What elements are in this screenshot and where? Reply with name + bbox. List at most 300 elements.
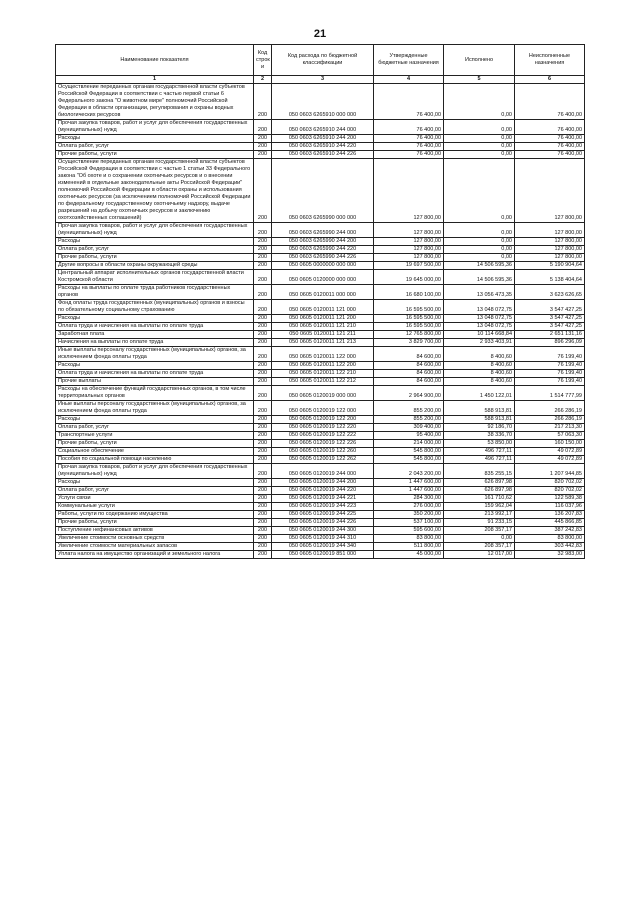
row-approved: 276 000,00 bbox=[374, 503, 444, 511]
row-executed: 0,00 bbox=[444, 223, 515, 238]
row-line-code: 200 bbox=[254, 323, 272, 331]
row-approved: 84 600,00 bbox=[374, 370, 444, 378]
row-unexecuted: 445 866,85 bbox=[515, 519, 585, 527]
row-unexecuted: 76 400,00 bbox=[515, 120, 585, 135]
row-executed: 213 992,17 bbox=[444, 511, 515, 519]
row-executed: 10 114 668,84 bbox=[444, 331, 515, 339]
table-row bbox=[56, 270, 585, 285]
row-approved: 127 800,00 bbox=[374, 159, 444, 223]
row-approved: 19 697 500,00 bbox=[374, 262, 444, 270]
row-line-code: 200 bbox=[254, 511, 272, 519]
row-name: Социальное обеспечение bbox=[56, 448, 254, 456]
header-name: Наименование показателя bbox=[56, 45, 254, 76]
row-line-code: 200 bbox=[254, 416, 272, 424]
row-name: Прочие работы, услуги bbox=[56, 519, 254, 527]
row-executed: 8 400,60 bbox=[444, 378, 515, 386]
table-row bbox=[56, 487, 585, 495]
row-executed: 0,00 bbox=[444, 159, 515, 223]
row-approved: 16 680 100,00 bbox=[374, 285, 444, 300]
table-row bbox=[56, 424, 585, 432]
row-name: Расходы на выплаты по оплате труда работников государственных органов bbox=[56, 285, 254, 300]
row-approved: 2 964 900,00 bbox=[374, 386, 444, 401]
table-row bbox=[56, 370, 585, 378]
row-name: Оплата работ, услуг bbox=[56, 143, 254, 151]
row-name: Уплата налога на имущество организаций и земельного налога bbox=[56, 551, 254, 559]
row-executed: 2 933 403,91 bbox=[444, 339, 515, 347]
row-line-code: 200 bbox=[254, 464, 272, 479]
row-approved: 284 300,00 bbox=[374, 495, 444, 503]
row-executed: 14 506 595,36 bbox=[444, 262, 515, 270]
row-kbk: 050 0605 0120019 122 222 bbox=[272, 432, 374, 440]
row-name: Работы, услуги по содержанию имущества bbox=[56, 511, 254, 519]
row-kbk: 050 0605 0120019 244 340 bbox=[272, 543, 374, 551]
row-name: Оплата труда и начисления на выплаты по оплате труда bbox=[56, 370, 254, 378]
table-row bbox=[56, 456, 585, 464]
row-unexecuted: 76 199,40 bbox=[515, 347, 585, 362]
row-unexecuted: 57 063,30 bbox=[515, 432, 585, 440]
row-line-code: 200 bbox=[254, 535, 272, 543]
row-executed: 13 048 072,75 bbox=[444, 323, 515, 331]
row-unexecuted: 1 514 777,99 bbox=[515, 386, 585, 401]
row-name: Осуществление переданных органам государственной власти субъектов Российской Федерации в соответствии с частью первой статьи 6 Федерального закона "О животном мире" полномочий Российской Федерации в области организации, регулирования и охраны водных биологических ресурсов bbox=[56, 84, 254, 120]
row-approved: 19 645 000,00 bbox=[374, 270, 444, 285]
row-line-code: 200 bbox=[254, 378, 272, 386]
row-kbk: 050 0603 6265990 244 220 bbox=[272, 246, 374, 254]
row-approved: 84 600,00 bbox=[374, 378, 444, 386]
row-unexecuted: 32 983,00 bbox=[515, 551, 585, 559]
row-executed: 8 400,60 bbox=[444, 347, 515, 362]
row-approved: 214 000,00 bbox=[374, 440, 444, 448]
row-kbk: 050 0605 0120011 000 000 bbox=[272, 285, 374, 300]
row-unexecuted: 122 589,38 bbox=[515, 495, 585, 503]
row-kbk: 050 0603 6265990 244 200 bbox=[272, 238, 374, 246]
row-approved: 1 447 600,00 bbox=[374, 479, 444, 487]
row-executed: 159 962,04 bbox=[444, 503, 515, 511]
row-unexecuted: 49 072,89 bbox=[515, 456, 585, 464]
row-name: Расходы bbox=[56, 416, 254, 424]
table-row bbox=[56, 223, 585, 238]
row-kbk: 050 0603 6265990 000 000 bbox=[272, 159, 374, 223]
row-kbk: 050 0605 0120019 000 000 bbox=[272, 386, 374, 401]
row-kbk: 050 0605 0120011 121 200 bbox=[272, 315, 374, 323]
row-approved: 127 800,00 bbox=[374, 254, 444, 262]
row-unexecuted: 76 199,40 bbox=[515, 378, 585, 386]
row-line-code: 200 bbox=[254, 120, 272, 135]
column-number: 1 bbox=[56, 76, 254, 84]
row-name: Расходы bbox=[56, 135, 254, 143]
table-row bbox=[56, 159, 585, 223]
row-executed: 161 710,62 bbox=[444, 495, 515, 503]
table-row bbox=[56, 401, 585, 416]
row-executed: 0,00 bbox=[444, 84, 515, 120]
row-approved: 2 043 200,00 bbox=[374, 464, 444, 479]
row-executed: 8 400,60 bbox=[444, 362, 515, 370]
row-name: Оплата работ, услуг bbox=[56, 487, 254, 495]
row-approved: 855 200,00 bbox=[374, 416, 444, 424]
row-line-code: 200 bbox=[254, 347, 272, 362]
row-name: Фонд оплаты труда государственных (муниципальных) органов и взносы по обязательному социальному страхованию bbox=[56, 300, 254, 315]
row-name: Прочие работы, услуги bbox=[56, 254, 254, 262]
table-row bbox=[56, 120, 585, 135]
row-name: Прочие работы, услуги bbox=[56, 440, 254, 448]
table-row bbox=[56, 378, 585, 386]
row-line-code: 200 bbox=[254, 135, 272, 143]
table-row bbox=[56, 511, 585, 519]
row-executed: 13 056 473,35 bbox=[444, 285, 515, 300]
row-executed: 8 400,60 bbox=[444, 370, 515, 378]
row-line-code: 200 bbox=[254, 487, 272, 495]
row-kbk: 050 0603 6265990 244 226 bbox=[272, 254, 374, 262]
row-name: Иные выплаты персоналу государственных (муниципальных) органов, за исключением фонда оплаты труда bbox=[56, 401, 254, 416]
row-kbk: 050 0605 0120019 122 260 bbox=[272, 448, 374, 456]
row-unexecuted: 3 547 427,25 bbox=[515, 315, 585, 323]
row-kbk: 050 0605 0120011 121 210 bbox=[272, 323, 374, 331]
row-unexecuted: 3 623 626,65 bbox=[515, 285, 585, 300]
row-name: Услуги связи bbox=[56, 495, 254, 503]
table-row bbox=[56, 416, 585, 424]
row-kbk: 050 0605 0120019 244 221 bbox=[272, 495, 374, 503]
row-line-code: 200 bbox=[254, 238, 272, 246]
row-unexecuted: 127 800,00 bbox=[515, 246, 585, 254]
row-approved: 545 800,00 bbox=[374, 456, 444, 464]
row-approved: 95 400,00 bbox=[374, 432, 444, 440]
table-row bbox=[56, 448, 585, 456]
row-line-code: 200 bbox=[254, 456, 272, 464]
row-kbk: 050 0605 0120019 122 226 bbox=[272, 440, 374, 448]
column-number: 3 bbox=[272, 76, 374, 84]
row-kbk: 050 0605 0120019 244 300 bbox=[272, 527, 374, 535]
row-approved: 595 600,00 bbox=[374, 527, 444, 535]
row-executed: 0,00 bbox=[444, 120, 515, 135]
table-row bbox=[56, 151, 585, 159]
row-line-code: 200 bbox=[254, 519, 272, 527]
row-kbk: 050 0605 0120019 122 262 bbox=[272, 456, 374, 464]
row-kbk: 050 0603 6265910 000 000 bbox=[272, 84, 374, 120]
row-kbk: 050 0605 0120019 244 310 bbox=[272, 535, 374, 543]
row-approved: 3 829 700,00 bbox=[374, 339, 444, 347]
row-approved: 12 765 800,00 bbox=[374, 331, 444, 339]
row-approved: 45 000,00 bbox=[374, 551, 444, 559]
row-approved: 76 400,00 bbox=[374, 151, 444, 159]
budget-execution-table bbox=[55, 44, 585, 559]
row-approved: 84 600,00 bbox=[374, 347, 444, 362]
table-row bbox=[56, 543, 585, 551]
row-name: Прочие работы, услуги bbox=[56, 151, 254, 159]
row-line-code: 200 bbox=[254, 479, 272, 487]
row-unexecuted: 217 213,30 bbox=[515, 424, 585, 432]
column-number: 2 bbox=[254, 76, 272, 84]
row-executed: 12 017,00 bbox=[444, 551, 515, 559]
row-kbk: 050 0605 0120011 122 000 bbox=[272, 347, 374, 362]
row-executed: 588 913,81 bbox=[444, 401, 515, 416]
row-unexecuted: 136 207,83 bbox=[515, 511, 585, 519]
row-line-code: 200 bbox=[254, 300, 272, 315]
row-unexecuted: 303 442,83 bbox=[515, 543, 585, 551]
row-executed: 208 357,17 bbox=[444, 527, 515, 535]
row-approved: 127 800,00 bbox=[374, 238, 444, 246]
table-row bbox=[56, 331, 585, 339]
table-row bbox=[56, 262, 585, 270]
page-number: 21 bbox=[313, 28, 327, 40]
row-line-code: 200 bbox=[254, 424, 272, 432]
row-name: Осуществление переданных органам государственной власти субъектов Российской Федерации в соответствии с частью 1 статьи 33 Федерального закона "Об охоте и о сохранении охотничьих ресурсов и о внесении изменений в отдельные законодательные акты Российской Федерации" полномочий Российской Федерации в области охраны и использования охотничьих ресурсов (за исключением полномочий Российской Федерации по федеральному государственному охотничьему надзору, выдаче разрешений на добычу охотничьих ресурсов и заключению охотхозяйственных соглашений) bbox=[56, 159, 254, 223]
row-name: Иные выплаты персоналу государственных (муниципальных) органов, за исключением фонда оплаты труда bbox=[56, 347, 254, 362]
row-line-code: 200 bbox=[254, 246, 272, 254]
row-name: Увеличение стоимости основных средств bbox=[56, 535, 254, 543]
row-line-code: 200 bbox=[254, 339, 272, 347]
row-unexecuted: 266 286,19 bbox=[515, 401, 585, 416]
row-unexecuted: 3 547 427,25 bbox=[515, 323, 585, 331]
row-unexecuted: 127 800,00 bbox=[515, 159, 585, 223]
row-executed: 91 233,15 bbox=[444, 519, 515, 527]
row-unexecuted: 127 800,00 bbox=[515, 254, 585, 262]
row-line-code: 200 bbox=[254, 151, 272, 159]
row-line-code: 200 bbox=[254, 440, 272, 448]
row-line-code: 200 bbox=[254, 527, 272, 535]
row-approved: 1 447 600,00 bbox=[374, 487, 444, 495]
row-name: Расходы bbox=[56, 238, 254, 246]
row-kbk: 050 0605 0120000 000 000 bbox=[272, 270, 374, 285]
row-line-code: 200 bbox=[254, 143, 272, 151]
row-line-code: 200 bbox=[254, 551, 272, 559]
table-row bbox=[56, 347, 585, 362]
row-name: Увеличение стоимости материальных запасов bbox=[56, 543, 254, 551]
row-line-code: 200 bbox=[254, 331, 272, 339]
row-kbk: 050 0605 0120011 121 000 bbox=[272, 300, 374, 315]
row-unexecuted: 820 702,02 bbox=[515, 479, 585, 487]
table-header-row bbox=[56, 45, 585, 76]
row-line-code: 200 bbox=[254, 432, 272, 440]
table-row bbox=[56, 362, 585, 370]
row-name: Расходы bbox=[56, 362, 254, 370]
header-kbk: Код расхода по бюджетной классификации bbox=[272, 45, 374, 76]
row-unexecuted: 266 286,19 bbox=[515, 416, 585, 424]
table-row bbox=[56, 479, 585, 487]
row-line-code: 200 bbox=[254, 448, 272, 456]
row-line-code: 200 bbox=[254, 495, 272, 503]
row-kbk: 050 0605 0120019 851 000 bbox=[272, 551, 374, 559]
table-row bbox=[56, 135, 585, 143]
row-approved: 309 400,00 bbox=[374, 424, 444, 432]
table-row bbox=[56, 440, 585, 448]
row-kbk: 050 0605 0120011 122 212 bbox=[272, 378, 374, 386]
row-unexecuted: 76 199,40 bbox=[515, 362, 585, 370]
row-executed: 626 897,98 bbox=[444, 479, 515, 487]
row-kbk: 050 0605 0000000 000 000 bbox=[272, 262, 374, 270]
row-name: Расходы на обеспечение функций государственных органов, в том числе территориальных органов bbox=[56, 386, 254, 401]
row-approved: 127 800,00 bbox=[374, 223, 444, 238]
header-unexecuted: Неисполненные назначения bbox=[515, 45, 585, 76]
row-executed: 1 450 122,01 bbox=[444, 386, 515, 401]
table-row bbox=[56, 84, 585, 120]
row-approved: 84 600,00 bbox=[374, 362, 444, 370]
row-unexecuted: 896 296,09 bbox=[515, 339, 585, 347]
header-executed: Исполнено bbox=[444, 45, 515, 76]
row-approved: 76 400,00 bbox=[374, 120, 444, 135]
row-approved: 537 100,00 bbox=[374, 519, 444, 527]
row-executed: 0,00 bbox=[444, 151, 515, 159]
row-approved: 76 400,00 bbox=[374, 135, 444, 143]
row-executed: 92 186,70 bbox=[444, 424, 515, 432]
row-executed: 496 727,11 bbox=[444, 448, 515, 456]
row-line-code: 200 bbox=[254, 262, 272, 270]
header-line-code: Код строк и bbox=[254, 45, 272, 76]
row-unexecuted: 83 800,00 bbox=[515, 535, 585, 543]
row-unexecuted: 5 190 904,64 bbox=[515, 262, 585, 270]
table-row bbox=[56, 464, 585, 479]
row-executed: 496 727,11 bbox=[444, 456, 515, 464]
row-line-code: 200 bbox=[254, 401, 272, 416]
table-row bbox=[56, 535, 585, 543]
row-executed: 14 506 595,36 bbox=[444, 270, 515, 285]
row-approved: 16 595 500,00 bbox=[374, 315, 444, 323]
table-row bbox=[56, 285, 585, 300]
row-unexecuted: 1 207 944,85 bbox=[515, 464, 585, 479]
row-unexecuted: 820 702,02 bbox=[515, 487, 585, 495]
table-row bbox=[56, 315, 585, 323]
row-unexecuted: 49 072,89 bbox=[515, 448, 585, 456]
row-name: Оплата труда и начисления на выплаты по оплате труда bbox=[56, 323, 254, 331]
header-approved: Утвержденные бюджетные назначения bbox=[374, 45, 444, 76]
row-unexecuted: 116 037,96 bbox=[515, 503, 585, 511]
row-kbk: 050 0605 0120019 244 226 bbox=[272, 519, 374, 527]
row-name: Транспортные услуги bbox=[56, 432, 254, 440]
row-executed: 13 048 072,75 bbox=[444, 315, 515, 323]
row-kbk: 050 0605 0120011 122 200 bbox=[272, 362, 374, 370]
row-name: Оплата работ, услуг bbox=[56, 424, 254, 432]
row-kbk: 050 0603 6265990 244 000 bbox=[272, 223, 374, 238]
row-kbk: 050 0605 0120019 122 220 bbox=[272, 424, 374, 432]
row-name: Пособия по социальной помощи населению bbox=[56, 456, 254, 464]
row-executed: 0,00 bbox=[444, 246, 515, 254]
table-row bbox=[56, 495, 585, 503]
table-row bbox=[56, 339, 585, 347]
row-name: Поступление нефинансовых активов bbox=[56, 527, 254, 535]
row-approved: 83 800,00 bbox=[374, 535, 444, 543]
row-unexecuted: 76 400,00 bbox=[515, 84, 585, 120]
row-line-code: 200 bbox=[254, 362, 272, 370]
row-approved: 511 800,00 bbox=[374, 543, 444, 551]
column-numbers-row bbox=[56, 76, 585, 84]
column-number: 4 bbox=[374, 76, 444, 84]
row-kbk: 050 0605 0120019 244 200 bbox=[272, 479, 374, 487]
row-unexecuted: 76 400,00 bbox=[515, 143, 585, 151]
table-row bbox=[56, 238, 585, 246]
row-kbk: 050 0605 0120019 244 220 bbox=[272, 487, 374, 495]
row-approved: 76 400,00 bbox=[374, 143, 444, 151]
row-kbk: 050 0603 6265910 244 000 bbox=[272, 120, 374, 135]
row-kbk: 050 0605 0120011 121 211 bbox=[272, 331, 374, 339]
row-unexecuted: 387 242,83 bbox=[515, 527, 585, 535]
table-row bbox=[56, 503, 585, 511]
row-unexecuted: 2 651 131,16 bbox=[515, 331, 585, 339]
table-row bbox=[56, 300, 585, 315]
row-executed: 53 850,00 bbox=[444, 440, 515, 448]
row-kbk: 050 0603 6265910 244 220 bbox=[272, 143, 374, 151]
row-kbk: 050 0605 0120019 122 200 bbox=[272, 416, 374, 424]
row-line-code: 200 bbox=[254, 159, 272, 223]
row-name: Прочая закупка товаров, работ и услуг для обеспечения государственных (муниципальных) нужд bbox=[56, 223, 254, 238]
row-executed: 0,00 bbox=[444, 254, 515, 262]
row-name: Заработная плата bbox=[56, 331, 254, 339]
row-unexecuted: 127 800,00 bbox=[515, 238, 585, 246]
row-name: Расходы bbox=[56, 315, 254, 323]
row-kbk: 050 0603 6265910 244 226 bbox=[272, 151, 374, 159]
row-approved: 127 800,00 bbox=[374, 246, 444, 254]
table-row bbox=[56, 246, 585, 254]
row-unexecuted: 76 400,00 bbox=[515, 135, 585, 143]
row-executed: 208 357,17 bbox=[444, 543, 515, 551]
row-line-code: 200 bbox=[254, 386, 272, 401]
row-kbk: 050 0605 0120019 244 223 bbox=[272, 503, 374, 511]
table-row bbox=[56, 386, 585, 401]
row-kbk: 050 0603 6265910 244 200 bbox=[272, 135, 374, 143]
table-row bbox=[56, 551, 585, 559]
row-unexecuted: 160 150,00 bbox=[515, 440, 585, 448]
row-line-code: 200 bbox=[254, 254, 272, 262]
row-name: Начисления на выплаты по оплате труда bbox=[56, 339, 254, 347]
row-name: Прочая закупка товаров, работ и услуг для обеспечения государственных (муниципальных) нужд bbox=[56, 464, 254, 479]
column-number: 6 bbox=[515, 76, 585, 84]
row-executed: 38 336,70 bbox=[444, 432, 515, 440]
row-line-code: 200 bbox=[254, 503, 272, 511]
row-name: Коммунальные услуги bbox=[56, 503, 254, 511]
row-executed: 0,00 bbox=[444, 535, 515, 543]
row-line-code: 200 bbox=[254, 223, 272, 238]
table-row bbox=[56, 519, 585, 527]
row-line-code: 200 bbox=[254, 543, 272, 551]
row-unexecuted: 127 800,00 bbox=[515, 223, 585, 238]
row-executed: 0,00 bbox=[444, 143, 515, 151]
row-kbk: 050 0605 0120019 244 225 bbox=[272, 511, 374, 519]
row-line-code: 200 bbox=[254, 370, 272, 378]
table-row bbox=[56, 254, 585, 262]
row-line-code: 200 bbox=[254, 285, 272, 300]
row-approved: 855 200,00 bbox=[374, 401, 444, 416]
row-executed: 588 913,81 bbox=[444, 416, 515, 424]
row-name: Оплата работ, услуг bbox=[56, 246, 254, 254]
table-row bbox=[56, 432, 585, 440]
table-row bbox=[56, 323, 585, 331]
column-number: 5 bbox=[444, 76, 515, 84]
row-kbk: 050 0605 0120011 121 213 bbox=[272, 339, 374, 347]
row-kbk: 050 0605 0120019 122 000 bbox=[272, 401, 374, 416]
row-name: Прочая закупка товаров, работ и услуг для обеспечения государственных (муниципальных) нужд bbox=[56, 120, 254, 135]
row-unexecuted: 76 400,00 bbox=[515, 151, 585, 159]
row-executed: 0,00 bbox=[444, 238, 515, 246]
row-executed: 626 897,98 bbox=[444, 487, 515, 495]
row-approved: 545 800,00 bbox=[374, 448, 444, 456]
row-approved: 76 400,00 bbox=[374, 84, 444, 120]
row-approved: 350 200,00 bbox=[374, 511, 444, 519]
row-approved: 16 595 500,00 bbox=[374, 323, 444, 331]
row-executed: 0,00 bbox=[444, 135, 515, 143]
row-approved: 16 595 500,00 bbox=[374, 300, 444, 315]
row-unexecuted: 5 138 404,64 bbox=[515, 270, 585, 285]
row-unexecuted: 3 547 427,25 bbox=[515, 300, 585, 315]
row-line-code: 200 bbox=[254, 315, 272, 323]
row-name: Другие вопросы в области охраны окружающей среды bbox=[56, 262, 254, 270]
row-line-code: 200 bbox=[254, 84, 272, 120]
row-line-code: 200 bbox=[254, 270, 272, 285]
row-kbk: 050 0605 0120011 122 210 bbox=[272, 370, 374, 378]
row-unexecuted: 76 199,40 bbox=[515, 370, 585, 378]
row-executed: 13 048 072,75 bbox=[444, 300, 515, 315]
row-kbk: 050 0605 0120019 244 000 bbox=[272, 464, 374, 479]
row-name: Центральный аппарат исполнительных органов государственной власти Костромской области bbox=[56, 270, 254, 285]
table-row bbox=[56, 527, 585, 535]
row-name: Прочие выплаты bbox=[56, 378, 254, 386]
